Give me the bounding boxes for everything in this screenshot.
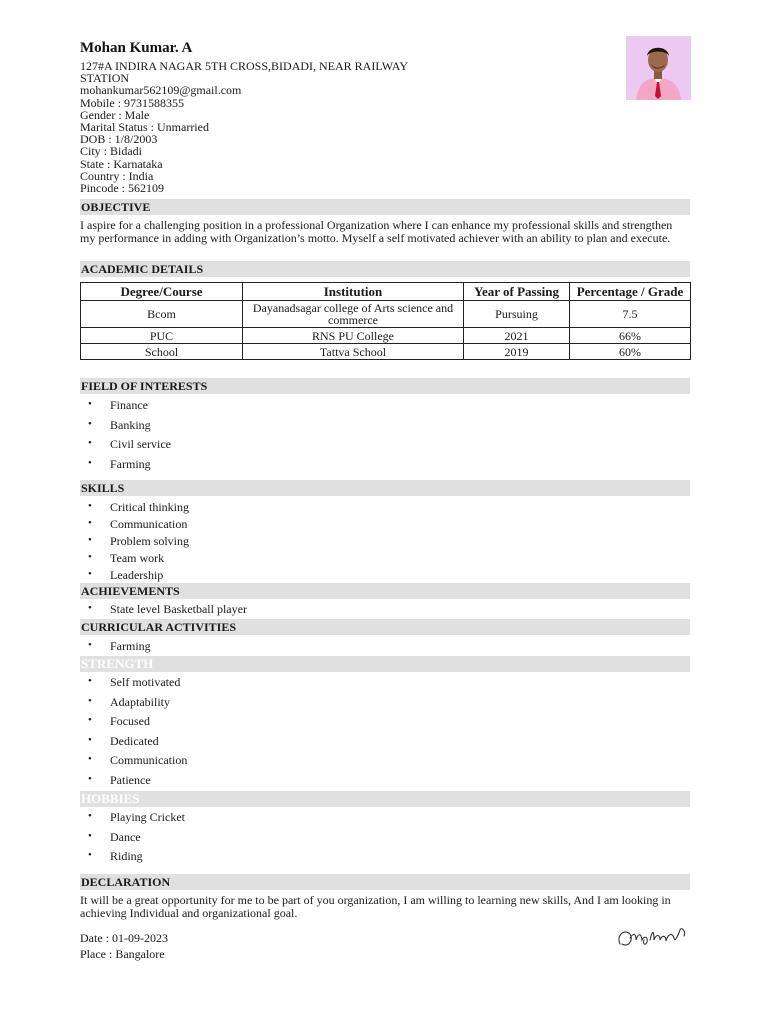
signature-icon: [614, 918, 694, 954]
hobbies-list: [80, 810, 185, 869]
list-item: • Civil service: [80, 437, 171, 457]
declaration-text: It will be a great opportunity for me to be part of you organization, I am willing to learning new skills, And I am looking in achieving Individual and organizational goal.: [80, 893, 671, 920]
strength-list: [80, 675, 187, 792]
list-item: • Adaptability: [80, 695, 187, 715]
list-item: • Leadership: [80, 568, 189, 585]
state: State : Karnataka: [80, 156, 163, 171]
section-curricular: CURRICULAR ACTIVITIES: [80, 619, 690, 635]
interests-list: [80, 398, 171, 476]
contact-block: [80, 60, 410, 194]
table-cell: 2019: [464, 344, 570, 360]
table-cell: 7.5: [570, 301, 691, 328]
col-institution: Institution: [243, 283, 464, 301]
dob: DOB : 1/8/2003: [80, 132, 158, 147]
table-cell: Bcom: [81, 301, 243, 328]
city: City : Bidadi: [80, 144, 143, 159]
list-item: • Problem solving: [80, 534, 189, 551]
country: Country : India: [80, 168, 154, 183]
section-skills: SKILLS: [80, 480, 690, 496]
table-cell: Tattva School: [243, 344, 464, 360]
list-item: • Patience: [80, 773, 187, 793]
marital-status: Marital Status : Unmarried: [80, 120, 209, 135]
list-item: • Dedicated: [80, 734, 187, 754]
list-item: • Communication: [80, 753, 187, 773]
mobile: Mobile : 9731588355: [80, 95, 184, 110]
section-declaration: DECLARATION: [80, 874, 690, 890]
list-item: • Team work: [80, 551, 189, 568]
col-grade: Percentage / Grade: [570, 283, 691, 301]
table-row: [81, 344, 691, 360]
profile-photo: [626, 36, 691, 100]
section-hobbies: HOBBIES: [80, 791, 690, 807]
table-cell: 60%: [570, 344, 691, 360]
list-item: • Dance: [80, 830, 185, 850]
gender: Gender : Male: [80, 107, 150, 122]
table-cell: RNS PU College: [243, 328, 464, 344]
date-line: Date : 01-09-2023: [80, 931, 168, 945]
table-cell: Pursuing: [464, 301, 570, 328]
objective-text: I aspire for a challenging position in a professional Organization where I can enhance my professional skills and strengthen my performance in adding with Organization’s motto. Myself a self motivated achiever with an ability to plan and execute.: [80, 218, 673, 245]
table-cell: 2021: [464, 328, 570, 344]
email: mohankumar562109@gmail.com: [80, 83, 242, 98]
table-row: [81, 328, 691, 344]
col-degree: Degree/Course: [81, 283, 243, 301]
col-year: Year of Passing: [464, 283, 570, 301]
table-cell: 66%: [570, 328, 691, 344]
section-strength: STRENGTH: [80, 656, 690, 672]
academic-table: [80, 282, 691, 360]
list-item: • Farming: [80, 639, 151, 659]
section-interests: FIELD OF INTERESTS: [80, 378, 690, 394]
table-cell: School: [81, 344, 243, 360]
list-item: • State level Basketball player: [80, 602, 247, 622]
table-row: [81, 301, 691, 328]
table-header-row: [81, 283, 691, 301]
skills-list: [80, 500, 189, 585]
list-item: • Finance: [80, 398, 171, 418]
section-academic: ACADEMIC DETAILS: [80, 261, 690, 277]
candidate-name: Mohan Kumar. A: [80, 40, 193, 56]
pincode: Pincode : 562109: [80, 181, 164, 196]
section-objective: OBJECTIVE: [80, 199, 690, 215]
table-cell: Dayanadsagar college of Arts science and commerce: [243, 301, 464, 328]
list-item: • Playing Cricket: [80, 810, 185, 830]
list-item: • Self motivated: [80, 675, 187, 695]
address: 127#A INDIRA NAGAR 5TH CROSS,BIDADI, NEAR RAILWAY STATION: [80, 59, 408, 86]
list-item: • Farming: [80, 457, 171, 477]
list-item: • Critical thinking: [80, 500, 189, 517]
list-item: • Banking: [80, 418, 171, 438]
place-line: Place : Bangalore: [80, 947, 165, 961]
list-item: • Riding: [80, 849, 185, 869]
section-achievements: ACHIEVEMENTS: [80, 583, 690, 599]
table-cell: PUC: [81, 328, 243, 344]
list-item: • Communication: [80, 517, 189, 534]
list-item: • Focused: [80, 714, 187, 734]
